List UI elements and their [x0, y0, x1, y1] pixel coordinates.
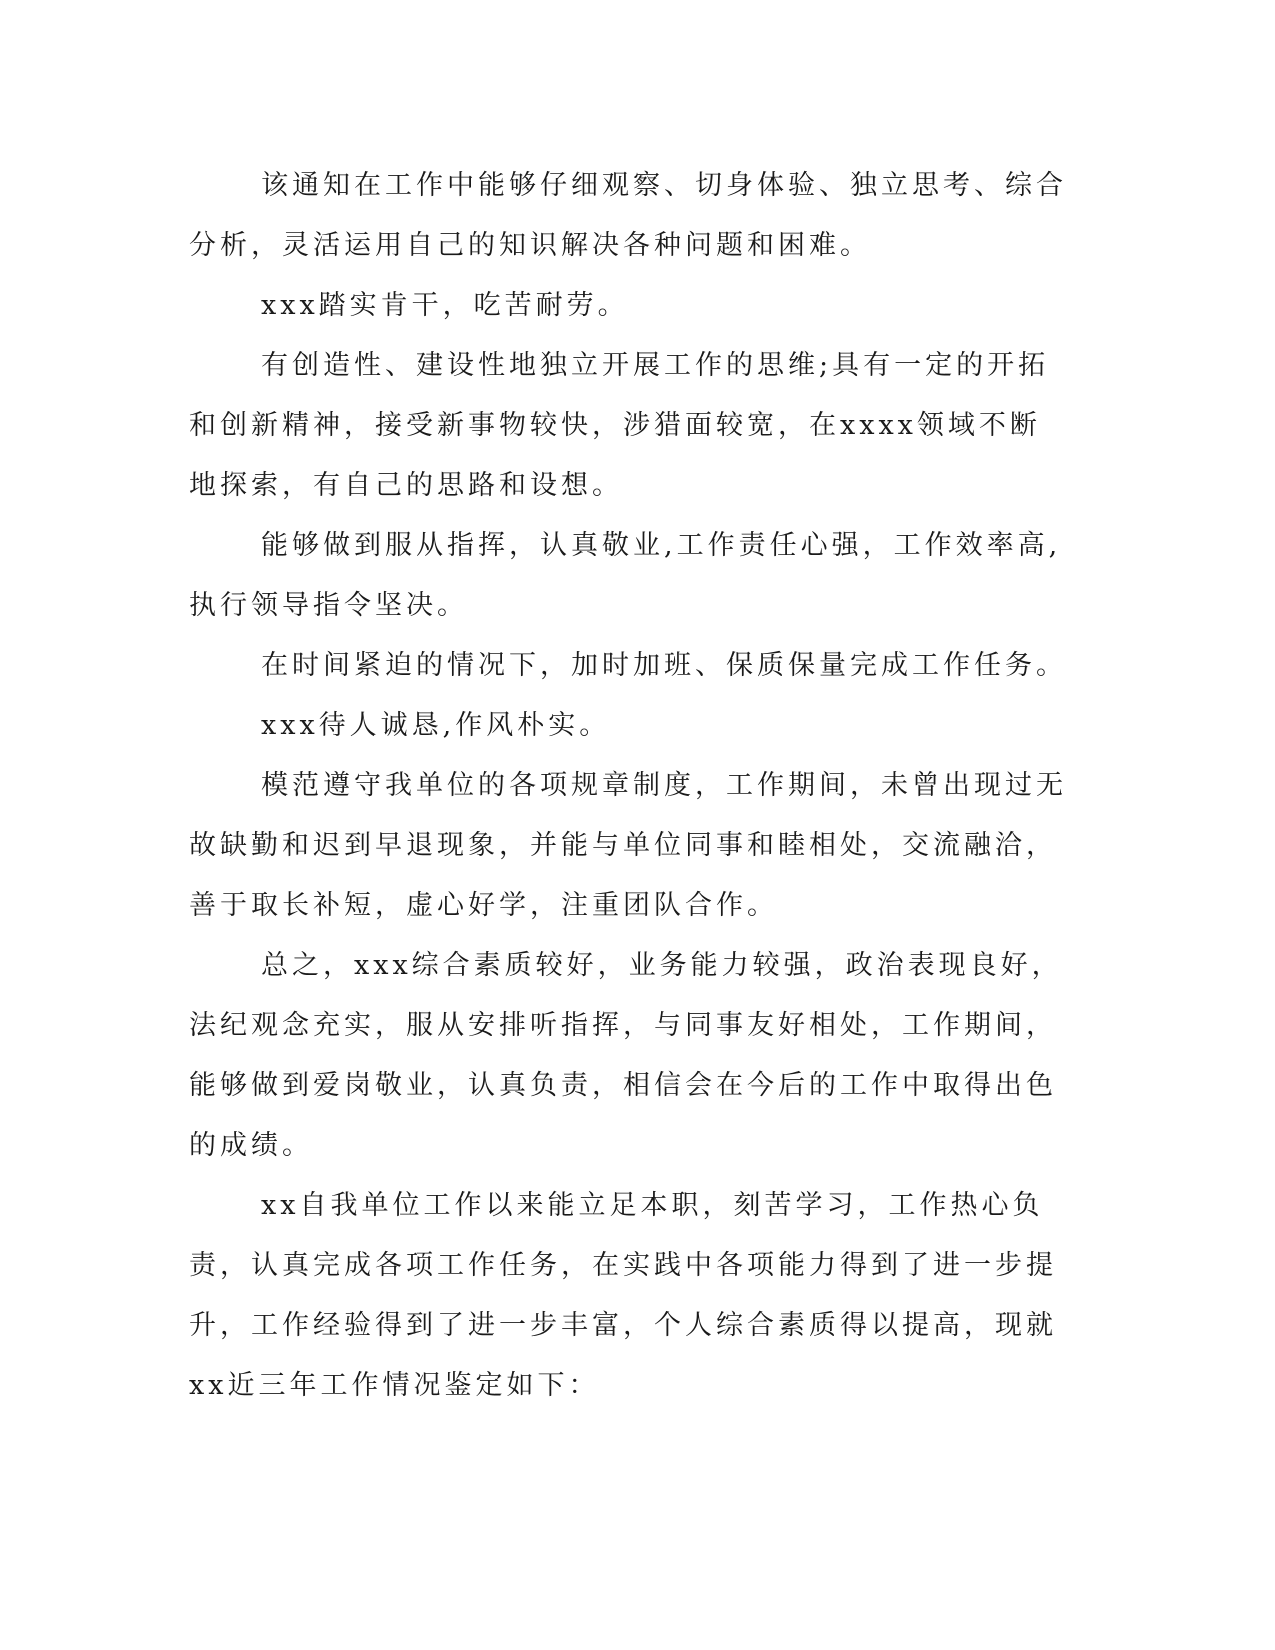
paragraph-4: 能够做到服从指挥，认真敬业,工作责任心强，工作效率高,执行领导指令坚决。	[189, 530, 1062, 621]
paragraph-8: 总之，xxx综合素质较好，业务能力较强，政治表现良好，法纪观念充实，服从安排听指挥，与同事友好相处，工作期间，能够做到爱岗敬业，认真负责，相信会在今后的工作中取得出色的成绩。	[189, 950, 1063, 1161]
paragraph-1: 该通知在工作中能够仔细观察、切身体验、独立思考、综合分析，灵活运用自己的知识解决各种问题和困难。	[189, 170, 1067, 261]
paragraph-9: xx自我单位工作以来能立足本职，刻苦学习，工作热心负责，认真完成各项工作任务，在实践中各项能力得到了进一步提升，工作经验得到了进一步丰富，个人综合素质得以提高，现就xx近三年工作情况鉴定如下：	[189, 1190, 1057, 1401]
paragraph-2: xxx踏实肯干，吃苦耐劳。	[261, 290, 629, 321]
paragraph-5: 在时间紧迫的情况下，加时加班、保质保量完成工作任务。	[261, 650, 1067, 681]
document-body	[189, 156, 1069, 1416]
paragraph-3: 有创造性、建设性地独立开展工作的思维;具有一定的开拓和创新精神，接受新事物较快，涉猎面较宽，在xxxx领域不断地探索，有自己的思路和设想。	[189, 350, 1050, 501]
paragraph-6: xxx待人诚恳,作风朴实。	[261, 710, 611, 741]
paragraph-7: 模范遵守我单位的各项规章制度，工作期间，未曾出现过无故缺勤和迟到早退现象，并能与单位同事和睦相处，交流融洽，善于取长补短，虚心好学，注重团队合作。	[189, 770, 1067, 921]
